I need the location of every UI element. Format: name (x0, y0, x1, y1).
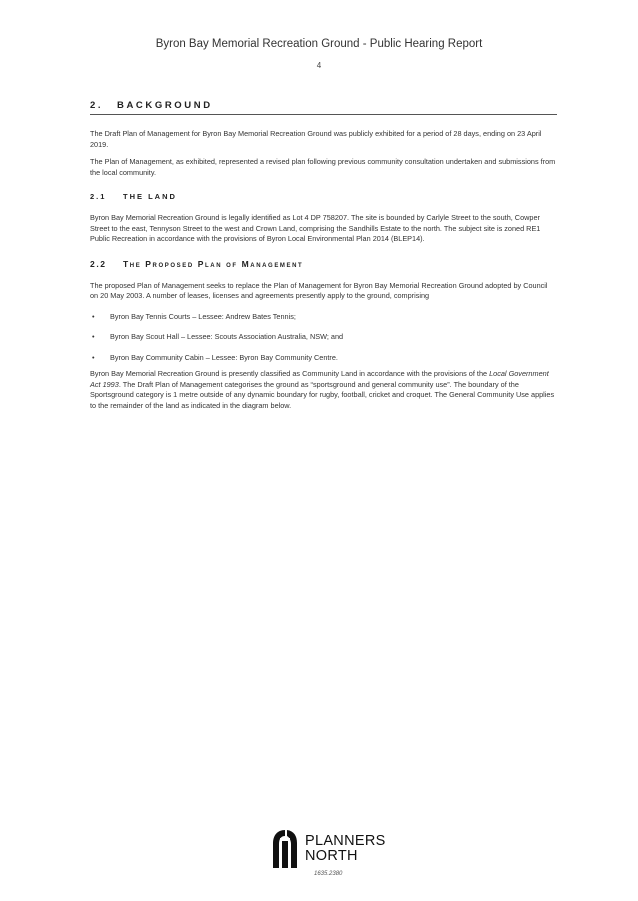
document-body (90, 100, 557, 418)
paragraph: The proposed Plan of Management seeks to replace the Plan of Management for Byron Bay Memorial Recreation Ground adopted by Council on 20 May 2003. A number of leases, licenses and agreements presently apply to the ground, comprising (90, 280, 548, 300)
section-heading-background (90, 100, 557, 115)
paragraph: The Plan of Management, as exhibited, represented a revised plan following previous community consultation undertaken and submissions from the local community. (90, 157, 556, 177)
logo-wordmark: PLANNERS NORTH (305, 833, 386, 864)
paragraph: Byron Bay Memorial Recreation Ground is presently classified as Community Land in accordance with the provisions of the Local Government Act 1993. The Draft Plan of Management categorises the ground as “sportsground and general community use”. The boundary of the Sportsground category is 1 metre outside of any dynamic boundary for rugby, football, cricket and croquet. The General Community Use applies to the remainder of the land as indicated in the diagram below. (90, 369, 555, 410)
list-item: • Byron Bay Community Cabin – Lessee: Byron Bay Community Centre. (92, 352, 338, 362)
section-title: BACKGROUND (117, 100, 213, 111)
subsection-heading-proposed-plan (90, 259, 557, 269)
subsection-title: THE LAND (123, 192, 177, 201)
logo-reference: 1635.2380 (314, 871, 343, 877)
subsection-number: 2.1 (90, 192, 107, 201)
list-item: • Byron Bay Tennis Courts – Lessee: Andrew Bates Tennis; (92, 311, 296, 321)
section-number: 2. (90, 100, 104, 111)
planners-north-mark-icon (271, 828, 299, 870)
planners-north-logo (271, 826, 401, 881)
paragraph: The Draft Plan of Management for Byron Bay Memorial Recreation Ground was publicly exhibited for a period of 28 days, ending on 23 April 2019. (90, 129, 542, 149)
subsection-title: The Proposed Plan of Management (123, 258, 304, 269)
act-title: Local Government Act 1993 (90, 369, 549, 389)
page-number: 4 (316, 61, 322, 70)
subsection-number: 2.2 (90, 258, 107, 269)
document-header-title: Byron Bay Memorial Recreation Ground - Public Hearing Report (155, 38, 483, 50)
list-item: • Byron Bay Scout Hall – Lessee: Scouts Association Australia, NSW; and (92, 332, 344, 341)
lease-list (90, 312, 557, 364)
paragraph: Byron Bay Memorial Recreation Ground is legally identified as Lot 4 DP 758207. The site is bounded by Carlyle Street to the south, Cowper Street to the east, Tennyson Street to the west and Crown Land, comprising the Sandhills Estate to the north. The subject site is zoned RE1 Public Recreation in accordance with the provisions of Byron Local Environmental Plan 2014 (BLEP14). (90, 213, 541, 243)
subsection-heading-the-land (90, 192, 557, 201)
